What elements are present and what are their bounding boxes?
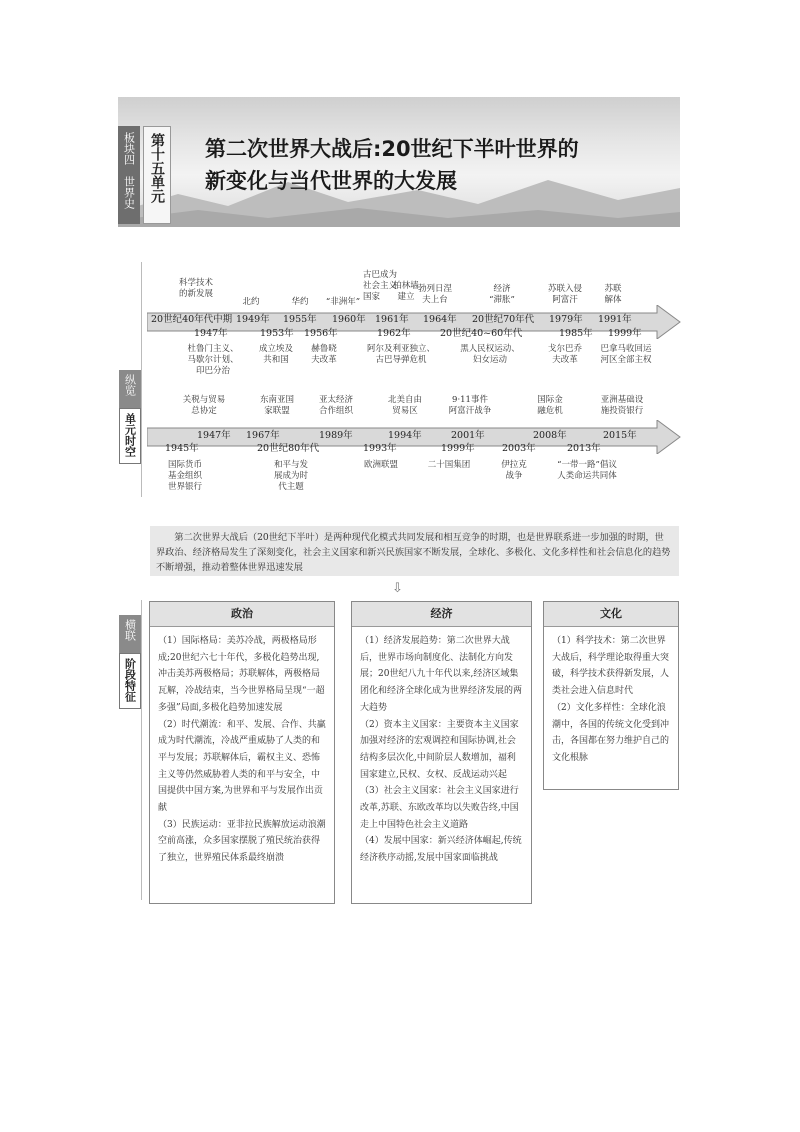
t1-tick-below-1: 1953年 xyxy=(260,328,294,339)
t1-tick-above-7: 1979年 xyxy=(549,314,583,325)
t2-tick-below-1: 20世纪80年代 xyxy=(257,443,320,454)
t1-tick-below-0: 1947年 xyxy=(194,328,228,339)
politics-paragraph: （1）国际格局：美苏冷战，两极格局形成;20世纪六七十年代，多极化趋势出现,冲击美苏两极格局；苏联解体，两极格局瓦解，冷战结束，当今世界格局呈现“一超多强”局面,多极化趋势加速发展 xyxy=(158,636,325,713)
t2-tick-above-5: 2008年 xyxy=(533,430,567,441)
t1-tick-above-8: 1991年 xyxy=(598,314,632,325)
t2-event-above-4: 9·11事件 阿富汗战争 xyxy=(448,395,492,416)
t1-event-above-7: 经济 “滞胀” xyxy=(489,284,515,305)
t2-tick-above-0: 1947年 xyxy=(197,430,231,441)
t1-event-below-0: 杜鲁门主义、 马歇尔计划、 印巴分治 xyxy=(187,344,239,376)
summary-text: 第二次世界大战后（20世纪下半叶）是两种现代化模式共同发展和相互竞争的时期，也是世界联系进一步加强的时期，世界政治、经济格局发生了深刻变化，社会主义国家和新兴民族国家不断发展，全球化、多极化、文化多样性和社会信息化的趋势不断增强，推动着整体世界迅速发展 xyxy=(156,532,671,573)
unit-spacetime-side-tag-text: 单元时空 xyxy=(123,413,137,457)
t1-event-above-4: 古巴成为 社会主义 国家 xyxy=(363,270,398,302)
unit-spacetime-side-tag xyxy=(119,408,141,464)
summary-box xyxy=(150,526,679,576)
t1-event-below-1: 成立埃及 共和国 xyxy=(258,344,293,365)
t2-tick-below-3: 1999年 xyxy=(441,443,475,454)
t1-event-above-3: “非洲年” xyxy=(325,297,361,307)
t2-event-above-5: 国际金 融危机 xyxy=(537,395,563,416)
t2-event-above-0: 关税与贸易 总协定 xyxy=(182,395,226,416)
economy-paragraph: （4）发展中国家：新兴经济体崛起,传统经济秩序动摇,发展中国家面临挑战 xyxy=(360,836,522,864)
t1-event-above-8: 苏联入侵 阿富汗 xyxy=(547,284,582,305)
politics-box-title: 政治 xyxy=(150,602,334,627)
t2-tick-below-2: 1993年 xyxy=(363,443,397,454)
t1-tick-above-5: 1964年 xyxy=(423,314,457,325)
culture-paragraph: （1）科学技术：第二次世界大战后，科学理论取得重大突破，科学技术获得新发展，人类社会进入信息时代 xyxy=(552,636,670,697)
stage-feature-side-tag-text: 阶段特征 xyxy=(123,658,137,702)
culture-paragraph: （2）文化多样性：全球化浪潮中，各国的传统文化受到冲击，各国都在努力维护自己的文化根脉 xyxy=(552,702,670,763)
t1-tick-above-6: 20世纪70年代 xyxy=(472,314,535,325)
overview-divider xyxy=(141,262,142,497)
politics-box xyxy=(149,601,335,904)
economy-box-title: 经济 xyxy=(352,602,531,627)
economy-paragraph: （2）资本主义国家：主要资本主义国家加强对经济的宏观调控和国际协调,社会结构多层次化,中间阶层人数增加，福利国家建立,民权、女权、反战运动兴起 xyxy=(360,719,519,780)
t2-event-above-2: 亚太经济 合作组织 xyxy=(318,395,353,416)
t2-tick-above-3: 1994年 xyxy=(388,430,422,441)
horizontal-side-tag-text: 横联 xyxy=(123,619,137,641)
t1-tick-below-3: 1962年 xyxy=(377,328,411,339)
horizontal-divider xyxy=(141,600,142,900)
t2-tick-above-2: 1989年 xyxy=(319,430,353,441)
t2-event-above-3: 北美自由 贸易区 xyxy=(387,395,422,416)
t2-tick-above-1: 1967年 xyxy=(246,430,280,441)
culture-box-body xyxy=(544,627,678,773)
economy-paragraph: （3）社会主义国家：社会主义国家进行改革,苏联、东欧改革均以失败告终,中国走上中国特色社会主义道路 xyxy=(360,786,519,830)
economy-paragraph: （1）经济发展趋势：第二次世界大战后，世界市场向制度化、法制化方向发展；20世纪八九十年代以来,经济区域集团化和经济全球化成为世界经济发展的两大趋势 xyxy=(360,636,523,713)
t2-tick-below-4: 2003年 xyxy=(502,443,536,454)
t1-tick-above-4: 1961年 xyxy=(375,314,409,325)
t1-tick-below-6: 1999年 xyxy=(608,328,642,339)
t1-event-below-6: 巴拿马收回运 河区全部主权 xyxy=(600,344,652,365)
t2-event-below-4: 伊拉克 战争 xyxy=(501,460,527,481)
t1-tick-above-2: 1955年 xyxy=(283,314,317,325)
t1-tick-below-5: 1985年 xyxy=(559,328,593,339)
t2-event-above-6: 亚洲基础设 施投资银行 xyxy=(600,395,644,416)
block-tag xyxy=(118,126,140,224)
t2-tick-below-5: 2013年 xyxy=(567,443,601,454)
culture-box-title: 文化 xyxy=(544,602,678,627)
t2-tick-above-6: 2015年 xyxy=(603,430,637,441)
t1-event-above-0: 科学技术 的新发展 xyxy=(178,278,213,299)
culture-box xyxy=(543,601,679,790)
page-title-line1: 第二次世界大战后:20世纪下半叶世界的 xyxy=(205,137,579,161)
unit-tag-text: 第十五单元 xyxy=(149,133,165,203)
page-title xyxy=(205,133,675,197)
t1-event-above-5: 柏林墙 建立 xyxy=(393,281,419,302)
t2-event-above-1: 东南亚国 家联盟 xyxy=(259,395,294,416)
t1-event-above-6: 勃列日涅 夫上台 xyxy=(417,284,452,305)
down-arrow-icon: ⇩ xyxy=(392,581,403,596)
block-tag-text: 板块四 世界史 xyxy=(122,132,136,209)
t1-tick-above-1: 1949年 xyxy=(236,314,270,325)
t2-event-below-1: 和平与发 展成为时 代主题 xyxy=(273,460,308,492)
t2-tick-above-4: 2001年 xyxy=(451,430,485,441)
t1-tick-below-2: 1956年 xyxy=(304,328,338,339)
economy-box xyxy=(351,601,532,904)
t1-event-above-1: 北约 xyxy=(242,297,260,307)
t1-event-below-5: 戈尔巴乔 夫改革 xyxy=(547,344,582,365)
politics-box-body xyxy=(150,627,334,873)
overview-side-tag xyxy=(119,370,141,408)
t2-tick-below-0: 1945年 xyxy=(165,443,199,454)
page-title-line2: 新变化与当代世界的大发展 xyxy=(205,169,457,193)
t1-event-below-4: 黑人民权运动、 妇女运动 xyxy=(460,344,520,365)
t1-event-above-2: 华约 xyxy=(291,297,309,307)
t2-event-below-3: 二十国集团 xyxy=(427,460,471,470)
politics-paragraph: （3）民族运动：亚非拉民族解放运动浪潮空前高涨，众多国家摆脱了殖民统治获得了独立，世界殖民体系最终崩溃 xyxy=(158,819,326,864)
t1-tick-below-4: 20世纪40~60年代 xyxy=(440,328,523,339)
politics-paragraph: （2）时代潮流：和平、发展、合作、共赢成为时代潮流，冷战严重威胁了人类的和平与发展；苏联解体后，霸权主义、恐怖主义等仍然威胁着人类的和平与安全，中国提供中国方案,为世界和平与发展作出贡献 xyxy=(158,719,326,814)
t1-tick-above-3: 1960年 xyxy=(332,314,366,325)
horizontal-side-tag xyxy=(119,615,141,653)
stage-feature-side-tag xyxy=(119,653,141,709)
t1-event-above-9: 苏联 解体 xyxy=(604,284,622,305)
t2-event-below-0: 国际货币 基金组织 世界银行 xyxy=(167,460,202,492)
t1-event-below-2: 赫鲁晓 夫改革 xyxy=(311,344,337,365)
t2-event-below-5: “一带一路”倡议 人类命运共同体 xyxy=(557,460,617,481)
unit-tag xyxy=(143,126,171,224)
t2-event-below-2: 欧洲联盟 xyxy=(363,460,398,470)
economy-box-body xyxy=(352,627,531,873)
t1-tick-above-0: 20世纪40年代中期 xyxy=(151,314,233,325)
overview-side-tag-text: 纵览 xyxy=(123,374,137,396)
t1-event-below-3: 阿尔及利亚独立、 古巴导弹危机 xyxy=(366,344,435,365)
